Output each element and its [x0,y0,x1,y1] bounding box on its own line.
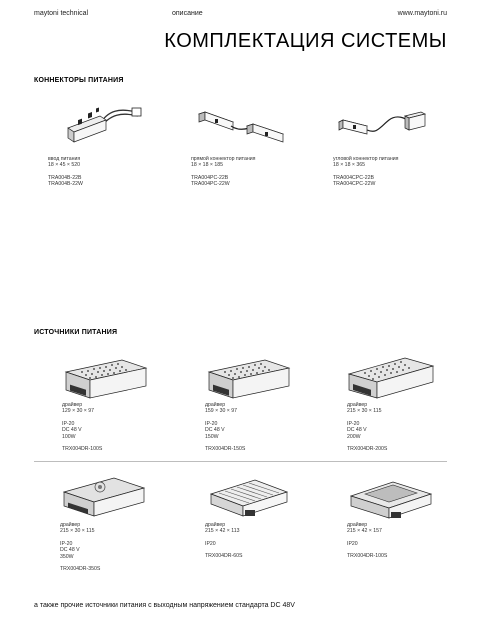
driver-voltage: DC 48 V [62,427,82,434]
connector-item-corner [333,98,438,188]
driver-image [347,474,435,522]
driver-voltage: DC 48 V [205,427,225,434]
connector-item-straight [191,98,296,188]
driver-power: 350W [60,553,74,560]
driver-dims: 129 × 30 × 97 [62,408,95,415]
driver-item [205,474,310,560]
connector-code: TRA004CPC-22W [333,181,376,188]
driver-image [347,352,435,402]
connector-name: прямой коннектор питания [191,156,256,162]
driver-dims: 215 × 42 × 113 [205,528,240,535]
connector-item-input [48,98,153,188]
driver-power: 150W [205,433,219,440]
driver-ip: IP20 [205,540,216,547]
straight-connector-image [191,98,291,156]
connector-name: ввод питания [48,156,81,162]
driver-type: драйвер [205,402,226,408]
driver-power: 200W [347,433,361,440]
driver-type: драйвер [205,522,226,528]
driver-item [60,474,165,572]
brand-label: maytoni technical [34,10,89,17]
driver-image [205,352,293,402]
driver-ip: IP-20 [62,420,75,427]
driver-item [347,352,452,452]
driver-dims: 215 × 30 × 115 [347,408,382,415]
connector-dims: 18 × 45 × 520 [48,162,81,169]
driver-voltage: DC 48 V [347,427,367,434]
driver-image [60,474,150,522]
driver-item [205,352,310,452]
connector-code: TRA004B-22W [48,181,83,188]
driver-type: драйвер [347,522,368,528]
site-label: www.maytoni.ru [397,10,447,17]
driver-ip: IP-20 [60,540,73,547]
connector-code: TRA004PC-22W [191,181,230,188]
driver-ip: IP-20 [205,420,218,427]
driver-type: драйвер [62,402,83,408]
driver-code: TRX004DR-100S [62,446,103,453]
connector-dims: 18 × 18 × 185 [191,162,224,169]
driver-code: TRX004DR-60S [205,553,243,560]
driver-type: драйвер [347,402,368,408]
driver-ip: IP-20 [347,420,360,427]
corner-connector-image [333,98,433,156]
driver-code: TRX004DR-150S [205,446,246,453]
power-heading: ИСТОЧНИКИ ПИТАНИЯ [34,329,118,336]
driver-type: драйвер [60,522,81,528]
driver-power: 100W [62,433,76,440]
driver-item [62,352,167,452]
driver-image [62,352,150,402]
footer-note: а также прочие источники питания с выходным напряжением стандарта DC 48V [34,602,295,609]
driver-code: TRX004DR-350S [60,566,101,573]
driver-item [347,474,452,560]
driver-image [205,474,293,522]
driver-voltage: DC 48 V [60,547,80,554]
connector-dims: 18 × 18 × 365 [333,162,366,169]
connector-code: TRA004B-22B [48,174,82,181]
driver-code: TRX004DR-100S [347,553,388,560]
driver-dims: 215 × 42 × 157 [347,528,382,535]
page-title: КОМПЛЕКТАЦИЯ СИСТЕМЫ [164,30,447,52]
connector-code: TRA004CPC-22B [333,174,374,181]
driver-ip: IP20 [347,540,358,547]
driver-code: TRX004DR-200S [347,446,388,453]
power-input-image [48,98,148,156]
connector-code: TRA004PC-22B [191,174,229,181]
connectors-heading: КОННЕКТОРЫ ПИТАНИЯ [34,77,124,84]
section-label: описание [172,10,203,17]
connector-name: угловой коннектор питания [333,156,399,162]
driver-dims: 159 × 30 × 97 [205,408,238,415]
driver-dims: 215 × 30 × 115 [60,528,95,535]
divider [34,461,447,462]
